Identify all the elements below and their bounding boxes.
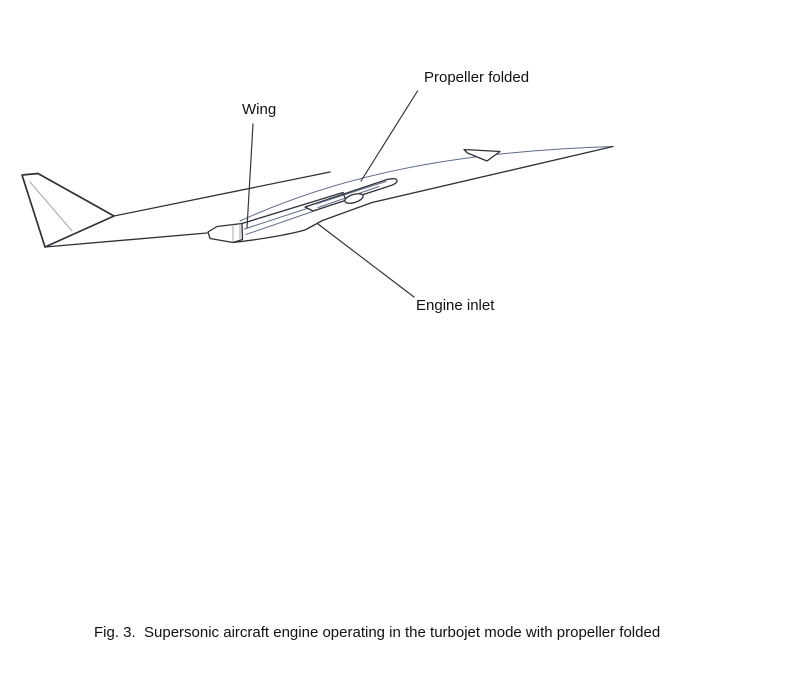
fuselage-spine-line (240, 147, 613, 222)
nacelle-front-box (208, 224, 243, 243)
engine-inlet-label: Engine inlet (416, 297, 495, 314)
wing-leader-line (247, 124, 253, 228)
engine-inlet-lip (233, 203, 372, 243)
wing-label: Wing (242, 101, 277, 118)
aircraft-drawing (22, 147, 613, 248)
wing-shoulder-line (114, 172, 330, 216)
engine-inlet-leader-line (318, 224, 414, 297)
propeller-folded-label: Propeller folded (424, 69, 530, 86)
tail-fin (22, 174, 114, 248)
leader-lines (247, 91, 418, 297)
canard-fin (464, 150, 500, 162)
figure-caption: Fig. 3. Supersonic aircraft engine operating in the turbojet mode with propeller folded (94, 624, 661, 641)
